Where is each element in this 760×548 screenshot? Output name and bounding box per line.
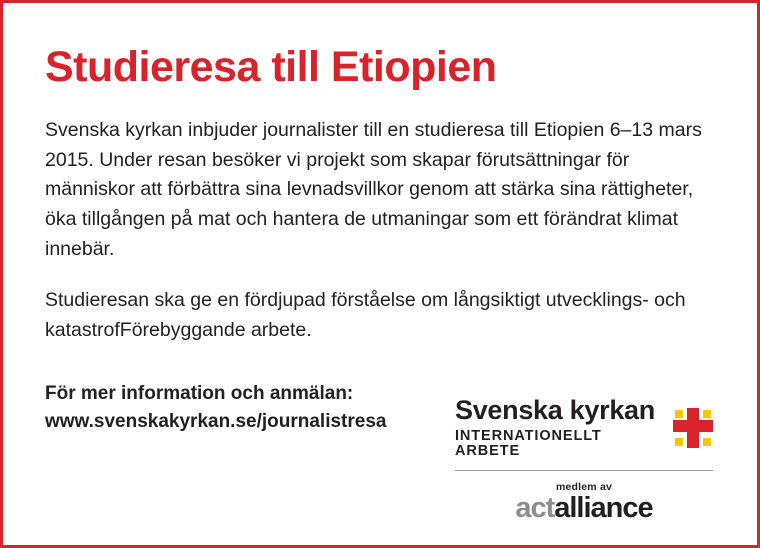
partner-name-alliance: alliance <box>554 492 653 524</box>
partner-name <box>455 494 713 523</box>
cross-icon-corner-bottom-right <box>703 438 711 446</box>
svenska-kyrkan-logo-text <box>455 397 661 458</box>
body-paragraph-2: Studieresan ska ge en fördjupad förståelse om långsiktigt utvecklings- och katastrofFörebyggande arbete. <box>45 289 686 341</box>
cross-icon-corner-top-right <box>703 410 711 418</box>
cross-icon <box>673 408 713 448</box>
contact-label: För mer information och anmälan: <box>45 382 354 404</box>
contact-url-link[interactable]: www.svenskakyrkan.se/journalistresa <box>45 411 387 433</box>
cross-icon-corner-top-left <box>675 410 683 418</box>
cross-icon-horizontal-bar <box>673 420 713 432</box>
cross-icon-corner-bottom-left <box>675 438 683 446</box>
svenska-kyrkan-logo <box>455 397 713 458</box>
body-paragraph-1: Svenska kyrkan inbjuder journalister till en studieresa till Etiopien 6–13 mars 2015. Under resan besöker vi projekt som skapar förutsättningar för människor att förbättra sina levnadsvillkor genom att stärka sina rättigheter, öka tillgången på mat och hantera de utmaningar som ett förändrat klimat innebär. <box>45 119 702 260</box>
partner-name-act: act <box>515 492 555 524</box>
organisation-name: Svenska kyrkan <box>455 395 655 425</box>
organisation-subtitle: INTERNATIONELLT ARBETE <box>455 428 602 459</box>
logo-divider <box>455 470 713 471</box>
act-alliance-logo <box>455 481 713 523</box>
partner-kicker: medlem av <box>555 481 613 493</box>
logo-block <box>455 397 713 523</box>
page-title: Studieresa till Etiopien <box>45 43 497 91</box>
